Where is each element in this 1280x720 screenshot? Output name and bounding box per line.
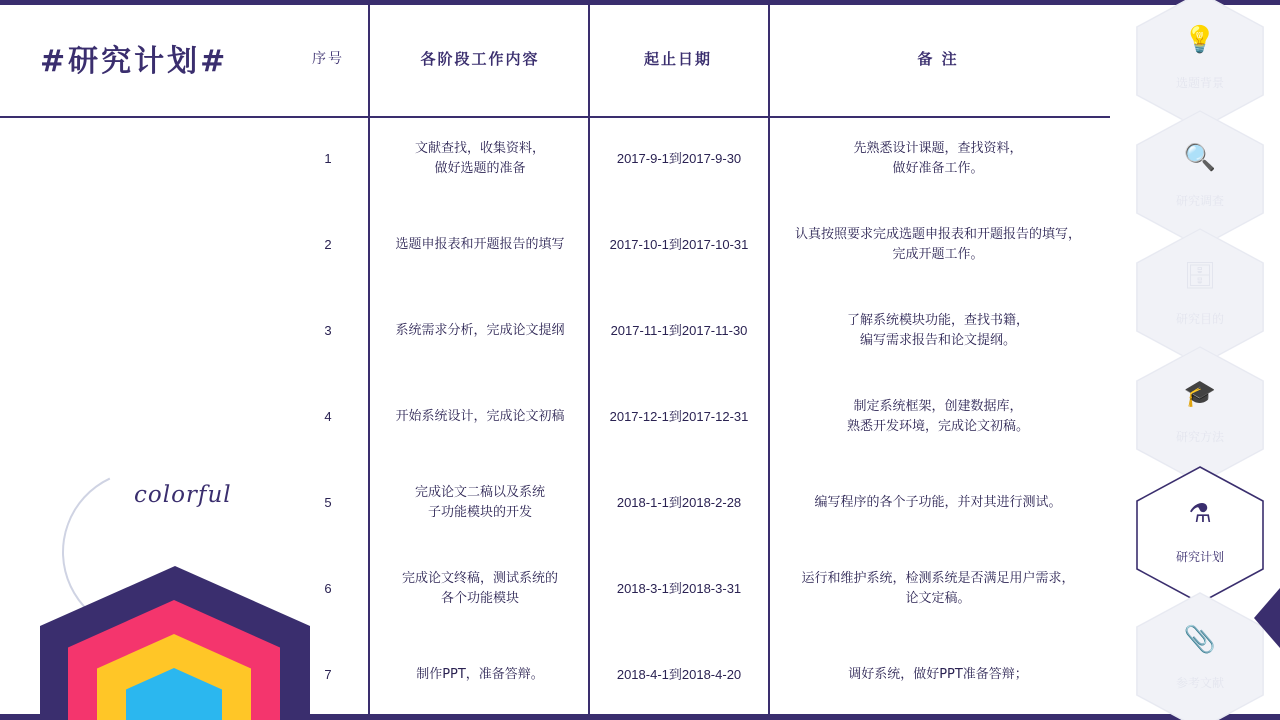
- column-header-no: 序号: [312, 51, 344, 67]
- cell-no: 6: [324, 581, 332, 596]
- cell-date: 2018-3-1到2018-3-31: [616, 581, 742, 596]
- nav-hex-outline: [1136, 592, 1264, 720]
- cell-note: 编写程序的各个子功能，并对其进行测试。: [814, 495, 1062, 510]
- cell-work: 选题申报表和开题报告的填写: [395, 237, 565, 252]
- lightbulb-icon: 💡: [1183, 24, 1217, 54]
- colorful-word: colorful: [134, 482, 232, 508]
- column-header-date: 起止日期: [643, 50, 712, 68]
- cell-date: 2017-9-1到2017-9-30: [616, 151, 742, 166]
- cell-no: 4: [324, 409, 332, 424]
- hexagon-decoration: [40, 560, 320, 720]
- nav-hex-5[interactable]: [1136, 466, 1264, 604]
- magnifier-icon: 🔍: [1183, 142, 1217, 172]
- paperclip-icon: 📎: [1183, 624, 1217, 654]
- cell-work: 制作PPT，准备答辩。: [416, 667, 544, 682]
- cell-date: 2017-10-1到2017-10-31: [609, 237, 749, 252]
- flask-icon: ⚗: [1188, 498, 1212, 528]
- nav-hex-label: 研究计划: [1175, 550, 1224, 564]
- cell-no: 3: [324, 323, 332, 338]
- nav-hex-4[interactable]: [1136, 346, 1264, 484]
- nav-hex-6[interactable]: [1136, 592, 1264, 720]
- table-row: [0, 116, 1110, 202]
- nav-hex-label: 研究目的: [1175, 312, 1224, 326]
- cell-date: 2018-4-1到2018-4-20: [616, 667, 742, 682]
- table-row: [0, 202, 1110, 288]
- graduation-cap-icon: 🎓: [1183, 378, 1217, 408]
- cell-work: 系统需求分析，完成论文提纲: [395, 323, 565, 338]
- cell-date: 2017-12-1到2017-12-31: [609, 409, 749, 424]
- column-header-note: 备 注: [917, 50, 959, 68]
- cell-note: 认真按照要求完成选题申报表和开题报告的填写， 完成开题工作。: [794, 227, 1081, 262]
- page-title: #研究计划#: [40, 44, 229, 79]
- column-header-work: 各阶段工作内容: [420, 50, 540, 68]
- nav-hex-label: 选题背景: [1175, 76, 1224, 90]
- table-row: [0, 374, 1110, 460]
- cell-work: 完成论文二稿以及系统 子功能模块的开发: [414, 485, 545, 520]
- cell-work: 开始系统设计，完成论文初稿: [395, 409, 565, 424]
- top-border-bar: [0, 0, 1280, 5]
- cell-no: 5: [324, 495, 332, 510]
- nav-hex-outline: [1136, 346, 1264, 484]
- nav-hex-label: 研究方法: [1175, 430, 1224, 444]
- cell-work: 文献查找，收集资料， 做好选题的准备: [414, 141, 545, 176]
- cell-no: 2: [324, 237, 332, 252]
- nav-hex-label: 研究调查: [1175, 194, 1224, 208]
- cell-note: 了解系统模块功能，查找书籍， 编写需求报告和论文提纲。: [846, 313, 1029, 348]
- cell-work: 完成论文终稿，测试系统的 各个功能模块: [401, 571, 558, 606]
- cell-note: 运行和维护系统，检测系统是否满足用户需求， 论文定稿。: [801, 571, 1075, 606]
- cell-no: 7: [324, 667, 332, 682]
- cell-date: 2018-1-1到2018-2-28: [616, 495, 742, 510]
- cell-note: 制定系统框架，创建数据库， 熟悉开发环境，完成论文初稿。: [846, 399, 1029, 434]
- cell-note: 先熟悉设计课题，查找资料， 做好准备工作。: [853, 141, 1023, 176]
- database-icon: 🗄: [1183, 260, 1217, 290]
- cell-note: 调好系统，做好PPT准备答辩；: [848, 667, 1028, 682]
- cell-date: 2017-11-1到2017-11-30: [610, 323, 748, 338]
- corner-triangle: [1254, 588, 1280, 648]
- nav-hex-label: 参考文献: [1175, 676, 1224, 690]
- table-row: [0, 288, 1110, 374]
- nav-hex-outline: [1136, 466, 1264, 604]
- cell-no: 1: [324, 151, 332, 166]
